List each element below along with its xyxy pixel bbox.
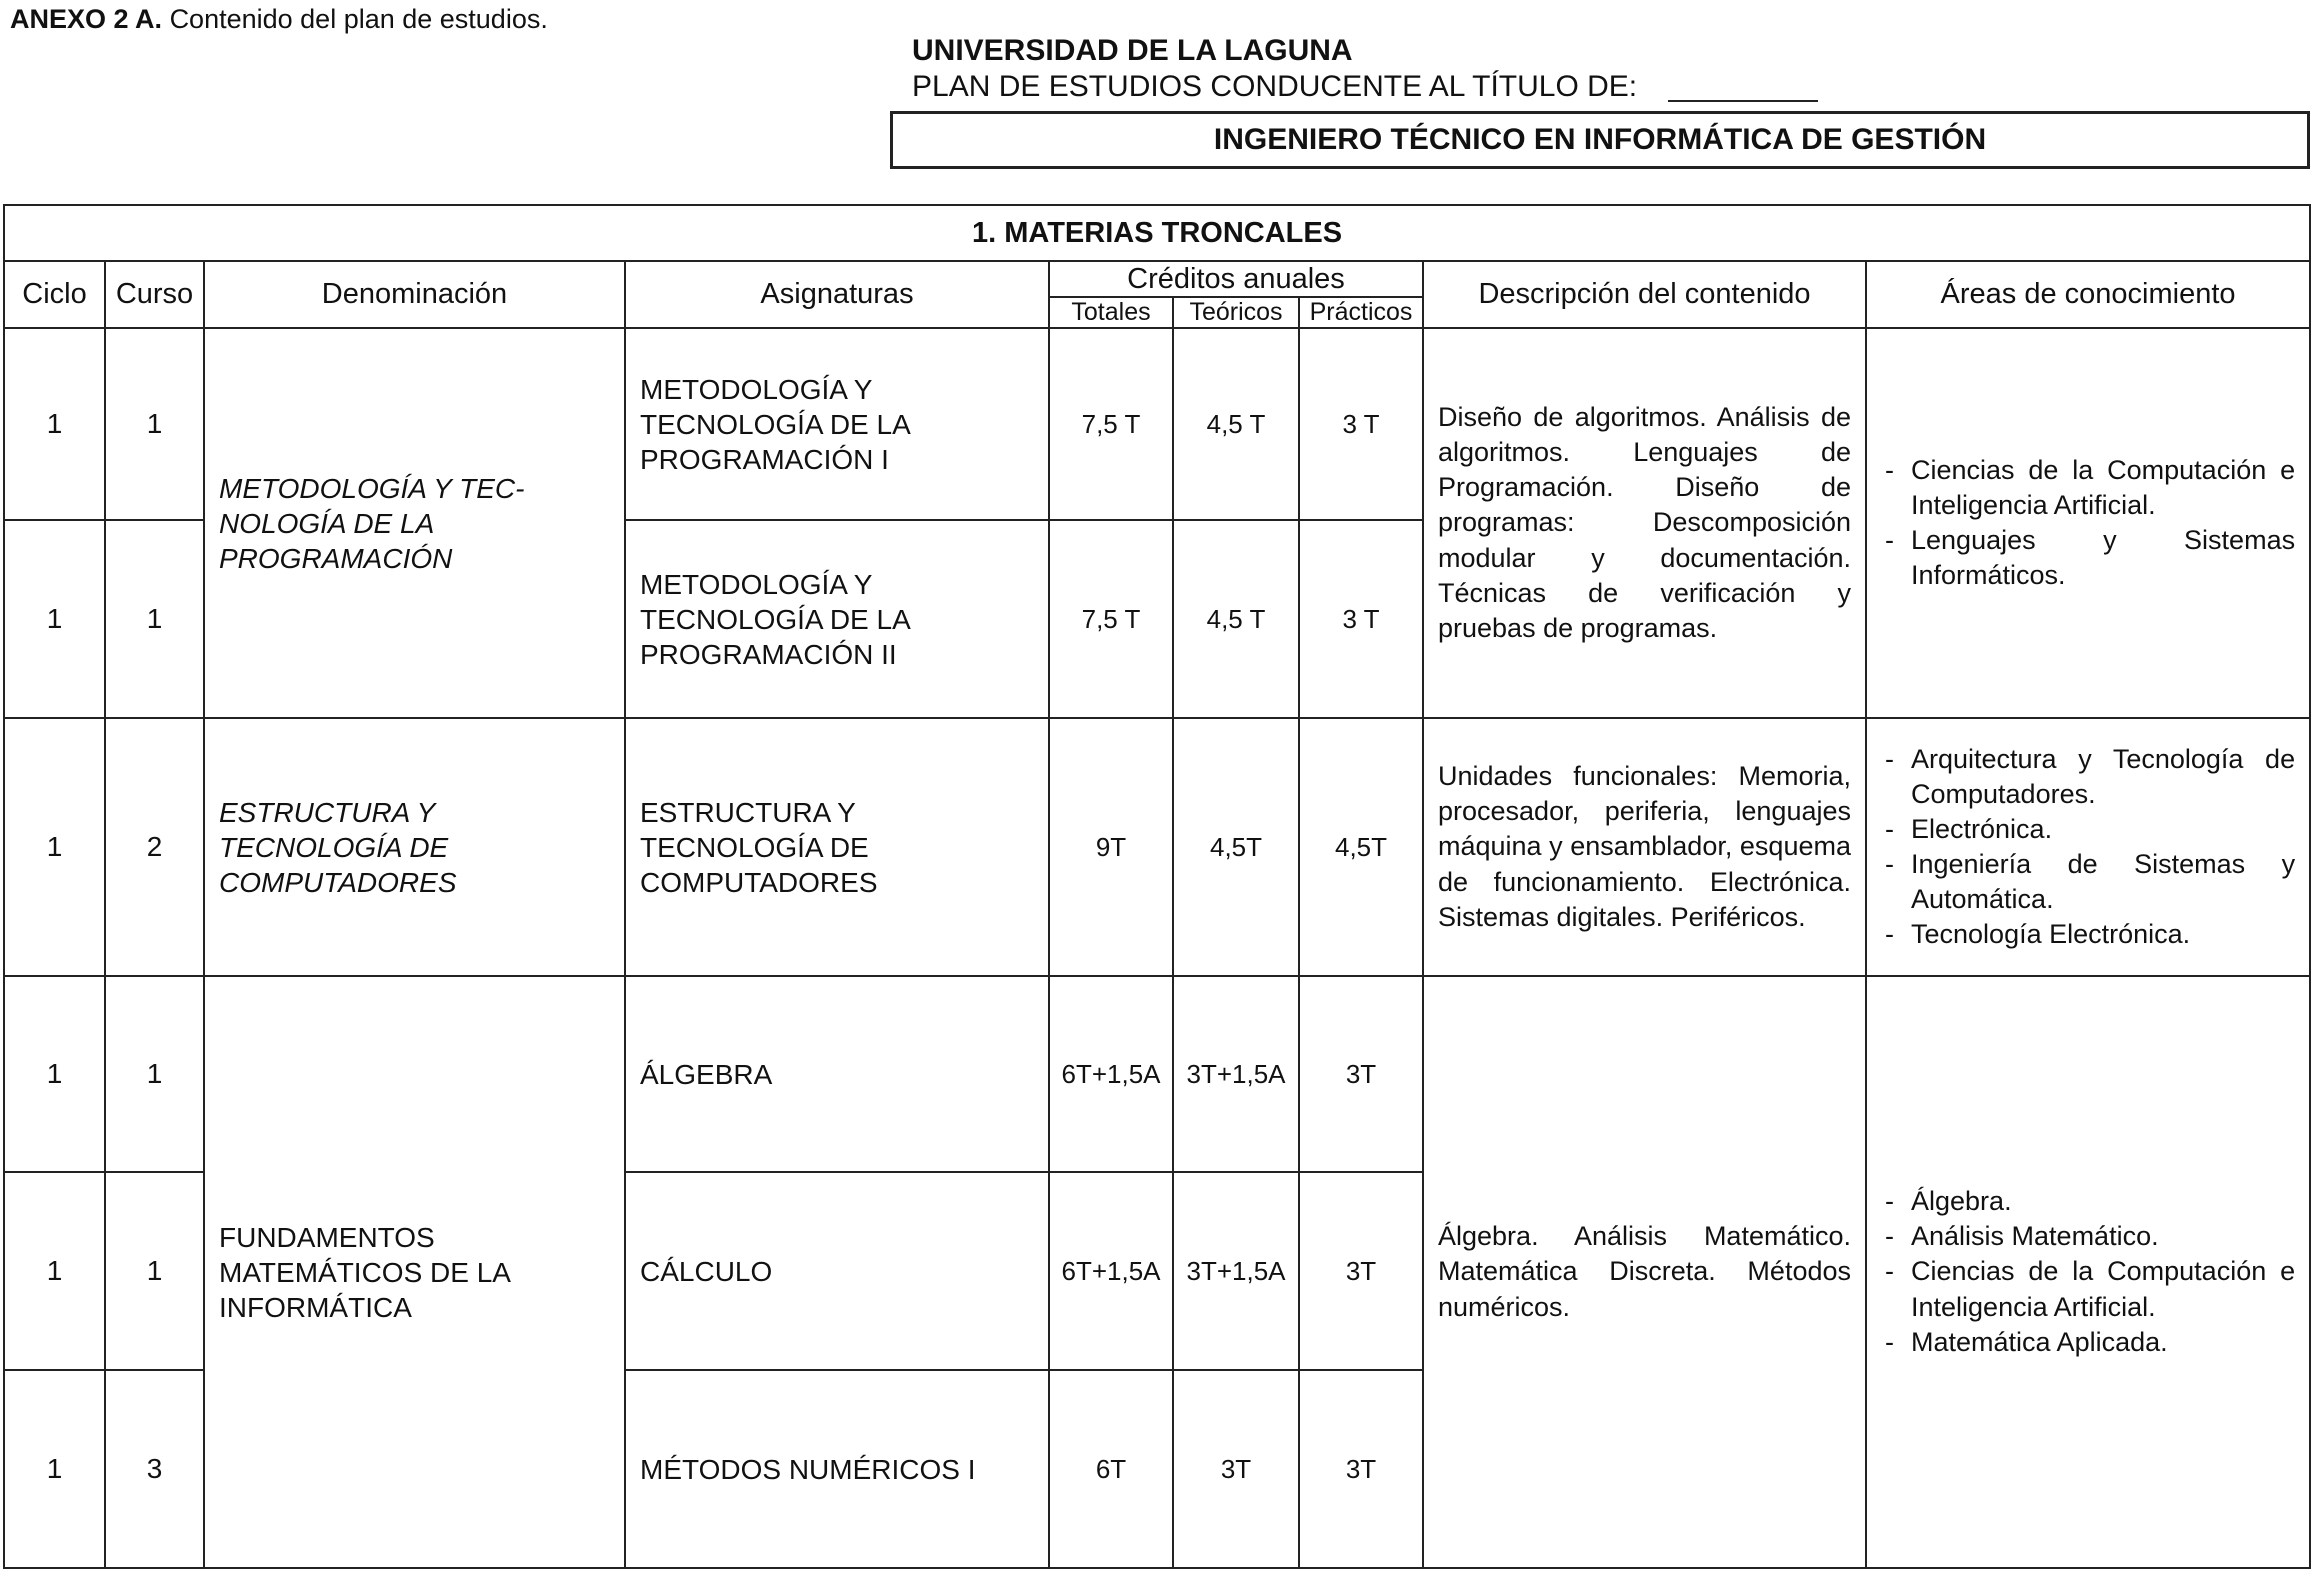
cell-totales: 7,5 T (1049, 520, 1173, 718)
col-header-practicos: Prácticos (1299, 297, 1423, 328)
cell-ciclo: 1 (4, 976, 105, 1172)
degree-title: INGENIERO TÉCNICO EN INFORMÁTICA DE GESTIÓN (1213, 123, 1987, 156)
cell-practicos: 3 T (1299, 520, 1423, 718)
area-item: - Análisis Matemático. (1881, 1219, 2295, 1254)
cell-descripcion: Álgebra. Análisis Matemático. Matemática Discreta. Métodos numéricos. (1423, 976, 1866, 1568)
cell-asignatura: ESTRUCTURA Y TECNOLOGÍA DE COMPUTADORES (625, 718, 1049, 976)
cell-teoricos: 3T+1,5A (1173, 976, 1299, 1172)
cell-asignatura: CÁLCULO (625, 1172, 1049, 1370)
plan-title: PLAN DE ESTUDIOS CONDUCENTE AL TÍTULO DE: (912, 70, 1638, 103)
cell-practicos: 3T (1299, 976, 1423, 1172)
col-header-ciclo: Ciclo (4, 261, 105, 328)
section-title: 1. MATERIAS TRONCALES (4, 205, 2310, 261)
cell-denominacion: FUNDAMENTOS MATEMÁTICOS DE LA INFORMÁTICA (204, 976, 625, 1568)
cell-curso: 1 (105, 328, 204, 520)
cell-asignatura: MÉTODOS NUMÉRICOS I (625, 1370, 1049, 1568)
cell-practicos: 3T (1299, 1172, 1423, 1370)
table-row (4, 328, 2310, 520)
area-item: - Arquitectura y Tecnología de Computadores. (1881, 742, 2295, 812)
col-header-teoricos: Teóricos (1173, 297, 1299, 328)
degree-title-box (890, 111, 2310, 169)
cell-ciclo: 1 (4, 1172, 105, 1370)
area-item: - Matemática Aplicada. (1881, 1325, 2295, 1360)
cell-teoricos: 4,5 T (1173, 328, 1299, 520)
cell-ciclo: 1 (4, 520, 105, 718)
table-row (4, 718, 2310, 976)
university-name: UNIVERSIDAD DE LA LAGUNA (912, 34, 1353, 67)
cell-denominacion: METODOLOGÍA Y TEC-NOLOGÍA DE LA PROGRAMACIÓN (204, 328, 625, 718)
col-header-denominacion: Denominación (204, 261, 625, 328)
annex-label: ANEXO 2 A. (10, 4, 163, 34)
area-item: - Electrónica. (1881, 812, 2295, 847)
cell-totales: 9T (1049, 718, 1173, 976)
annex-text: Contenido del plan de estudios. (169, 4, 548, 34)
cell-practicos: 4,5T (1299, 718, 1423, 976)
col-header-creditos: Créditos anuales (1049, 261, 1423, 297)
cell-asignatura: METODOLOGÍA Y TECNOLOGÍA DE LA PROGRAMACIÓN II (625, 520, 1049, 718)
cell-areas (1866, 718, 2310, 976)
cell-totales: 6T+1,5A (1049, 976, 1173, 1172)
cell-ciclo: 1 (4, 328, 105, 520)
col-header-areas: Áreas de conocimiento (1866, 261, 2310, 328)
cell-areas (1866, 976, 2310, 1568)
cell-totales: 6T+1,5A (1049, 1172, 1173, 1370)
cell-teoricos: 4,5T (1173, 718, 1299, 976)
area-item: - Ciencias de la Computación e Inteligencia Artificial. (1881, 453, 2295, 523)
plan-title-underline (1668, 100, 1818, 102)
area-item: - Ingeniería de Sistemas y Automática. (1881, 847, 2295, 917)
col-header-totales: Totales (1049, 297, 1173, 328)
cell-ciclo: 1 (4, 1370, 105, 1568)
annex-heading (10, 4, 548, 35)
cell-totales: 7,5 T (1049, 328, 1173, 520)
cell-denominacion: ESTRUCTURA Y TECNOLOGÍA DE COMPUTADORES (204, 718, 625, 976)
area-item: - Ciencias de la Computación e Inteligencia Artificial. (1881, 1254, 2295, 1324)
col-header-descripcion: Descripción del contenido (1423, 261, 1866, 328)
area-item: - Tecnología Electrónica. (1881, 917, 2295, 952)
cell-asignatura: ÁLGEBRA (625, 976, 1049, 1172)
cell-teoricos: 3T+1,5A (1173, 1172, 1299, 1370)
cell-curso: 1 (105, 1172, 204, 1370)
cell-practicos: 3 T (1299, 328, 1423, 520)
area-item: - Lenguajes y Sistemas Informáticos. (1881, 523, 2295, 593)
cell-curso: 1 (105, 976, 204, 1172)
cell-asignatura: METODOLOGÍA Y TECNOLOGÍA DE LA PROGRAMACIÓN I (625, 328, 1049, 520)
cell-curso: 1 (105, 520, 204, 718)
materias-troncales-table (3, 204, 2311, 1569)
cell-descripcion: Diseño de algoritmos. Análisis de algoritmos. Lenguajes de Programación. Diseño de programas: Descomposición modular y documentación. Técnicas de verificación y pruebas de programas. (1423, 328, 1866, 718)
col-header-curso: Curso (105, 261, 204, 328)
cell-ciclo: 1 (4, 718, 105, 976)
area-item: - Álgebra. (1881, 1184, 2295, 1219)
cell-totales: 6T (1049, 1370, 1173, 1568)
cell-curso: 3 (105, 1370, 204, 1568)
table-row (4, 976, 2310, 1172)
cell-practicos: 3T (1299, 1370, 1423, 1568)
cell-teoricos: 3T (1173, 1370, 1299, 1568)
cell-areas (1866, 328, 2310, 718)
cell-descripcion: Unidades funcionales: Memoria, procesador, periferia, lenguajes máquina y ensamblador, esquema de funcionamiento. Electrónica. Sistemas digitales. Periféricos. (1423, 718, 1866, 976)
cell-curso: 2 (105, 718, 204, 976)
col-header-asignaturas: Asignaturas (625, 261, 1049, 328)
cell-teoricos: 4,5 T (1173, 520, 1299, 718)
